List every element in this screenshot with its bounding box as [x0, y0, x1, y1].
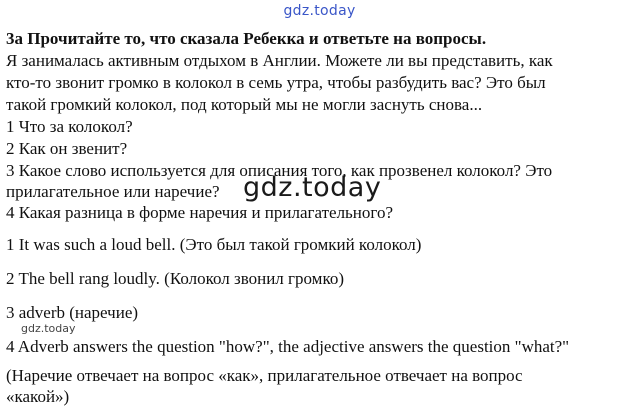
task-text-line: Я занималась активным отдыхом в Англии. Можете ли вы представить, как [6, 51, 553, 70]
question-1: 1 Что за колокол? [6, 117, 133, 136]
question-2: 2 Как он звенит? [6, 139, 128, 158]
watermark-top: gdz.today [283, 3, 356, 19]
watermark-small: gdz.today [21, 322, 76, 335]
answer-1: 1 It was such a loud bell. (Это был такой громкий колокол) [6, 235, 422, 254]
answer-3: 3 adverb (наречие) [6, 303, 139, 322]
answer-4: 4 Adverb answers the question "how?", the adjective answers the question "what?" [6, 337, 570, 356]
answer-4-translation-continued: «какой») [6, 387, 70, 406]
task-text-line: такой громкий колокол, под который мы не могли заснуть снова... [6, 95, 483, 114]
answer-2: 2 The bell rang loudly. (Колокол звонил громко) [6, 269, 344, 288]
watermark-middle: gdz.today [243, 172, 382, 203]
answer-4-translation: (Наречие отвечает на вопрос «как», прилагательное отвечает на вопрос [6, 366, 523, 385]
question-3-continued: прилагательное или наречие? [6, 182, 220, 201]
question-4: 4 Какая разница в форме наречия и прилагательного? [6, 203, 393, 222]
task-heading: 3a Прочитайте то, что сказала Ребекка и ответьте на вопросы. [6, 29, 487, 48]
task-text-line: кто-то звонит громко в колокол в семь утра, чтобы разбудить вас? Это был [6, 73, 546, 92]
question-3: 3 Какое слово используется для описания того, как прозвенел колокол? Это [6, 161, 553, 180]
